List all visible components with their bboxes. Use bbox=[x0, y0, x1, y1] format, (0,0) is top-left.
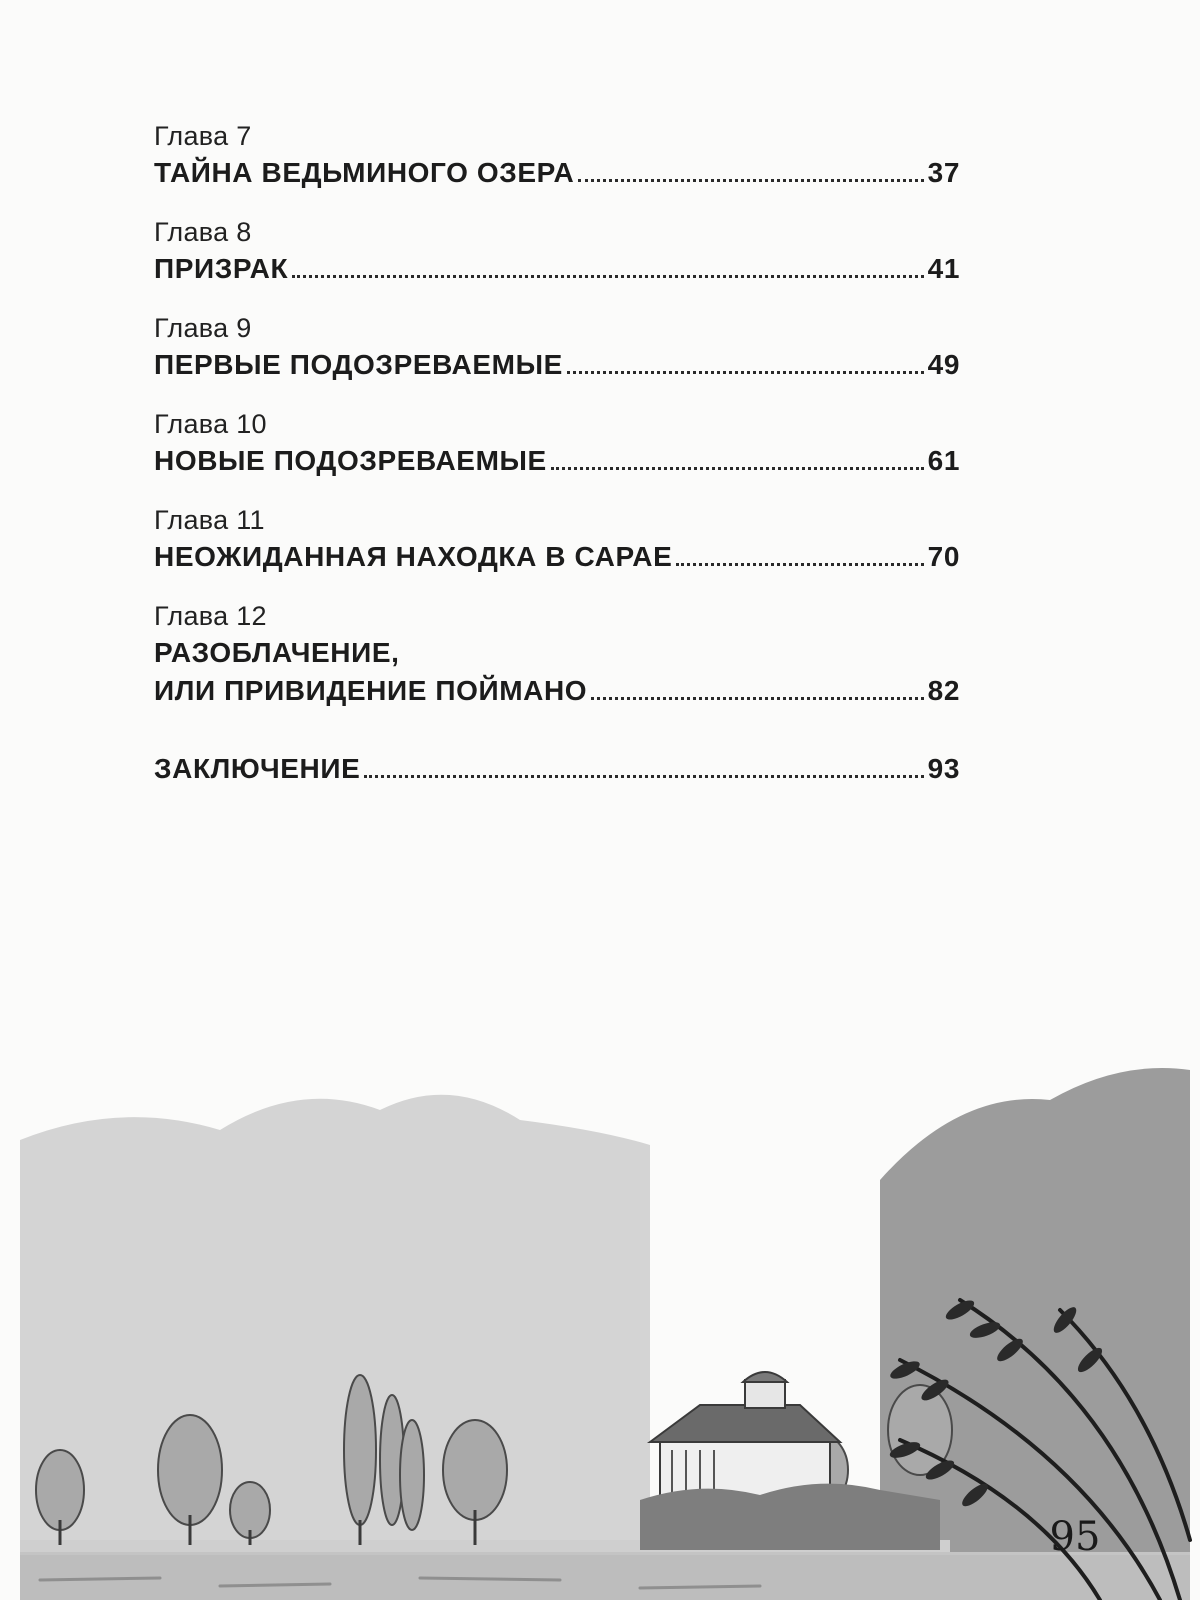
chapter-label: Глава 8 bbox=[154, 217, 252, 247]
dot-leader bbox=[551, 467, 924, 470]
dot-leader bbox=[364, 775, 923, 778]
shore-bushes bbox=[640, 1484, 940, 1550]
toc-entry-chapter-8 bbox=[154, 214, 960, 288]
toc-entry-chapter-11 bbox=[154, 502, 960, 576]
chapter-label: Глава 10 bbox=[154, 409, 267, 439]
chapter-label: Глава 11 bbox=[154, 505, 265, 535]
dot-leader bbox=[578, 179, 923, 182]
page-ref: 93 bbox=[927, 753, 960, 784]
dot-leader bbox=[292, 275, 923, 278]
chapter-title-row[interactable] bbox=[154, 672, 960, 710]
water-surface bbox=[20, 1555, 1190, 1600]
chapter-title: НОВЫЕ ПОДОЗРЕВАЕМЫЕ bbox=[154, 445, 547, 476]
page-ref: 61 bbox=[927, 445, 960, 476]
page-ref: 82 bbox=[927, 675, 960, 706]
page-ref: 70 bbox=[927, 541, 960, 572]
chapter-title-row[interactable] bbox=[154, 442, 960, 480]
chapter-title-row[interactable] bbox=[154, 750, 960, 788]
manor-house bbox=[650, 1372, 840, 1500]
toc-entry-chapter-7 bbox=[154, 118, 960, 192]
page-ref: 49 bbox=[927, 349, 960, 380]
chapter-label: Глава 9 bbox=[154, 313, 252, 343]
chapter-title: ЗАКЛЮЧЕНИЕ bbox=[154, 753, 361, 784]
toc-entry-chapter-10 bbox=[154, 406, 960, 480]
chapter-title: ПЕРВЫЕ ПОДОЗРЕВАЕМЫЕ bbox=[154, 349, 563, 380]
page-ref: 41 bbox=[927, 253, 960, 284]
chapter-title-row[interactable] bbox=[154, 250, 960, 288]
lake-landscape-illustration bbox=[0, 980, 1200, 1600]
chapter-title-row[interactable] bbox=[154, 346, 960, 384]
chapter-title-first-line: РАЗОБЛАЧЕНИЕ, bbox=[154, 637, 400, 668]
table-of-contents bbox=[154, 118, 960, 810]
chapter-title-row[interactable] bbox=[154, 538, 960, 576]
toc-entry-conclusion bbox=[154, 750, 960, 788]
toc-entry-chapter-9 bbox=[154, 310, 960, 384]
dot-leader bbox=[591, 697, 923, 700]
chapter-label: Глава 7 bbox=[154, 121, 252, 151]
chapter-title-row[interactable] bbox=[154, 154, 960, 192]
dot-leader bbox=[676, 563, 923, 566]
chapter-title: ТАЙНА ВЕДЬМИНОГО ОЗЕРА bbox=[154, 157, 575, 188]
chapter-label: Глава 12 bbox=[154, 601, 267, 631]
distant-hills bbox=[20, 1095, 650, 1550]
chapter-title: ИЛИ ПРИВИДЕНИЕ ПОЙМАНО bbox=[154, 675, 588, 706]
page-ref: 37 bbox=[927, 157, 960, 188]
page-number: 95 bbox=[1049, 1514, 1101, 1560]
dot-leader bbox=[567, 371, 924, 374]
toc-entry-chapter-12 bbox=[154, 598, 960, 710]
chapter-title: ПРИЗРАК bbox=[154, 253, 289, 284]
chapter-title: НЕОЖИДАННАЯ НАХОДКА В САРАЕ bbox=[154, 541, 673, 572]
